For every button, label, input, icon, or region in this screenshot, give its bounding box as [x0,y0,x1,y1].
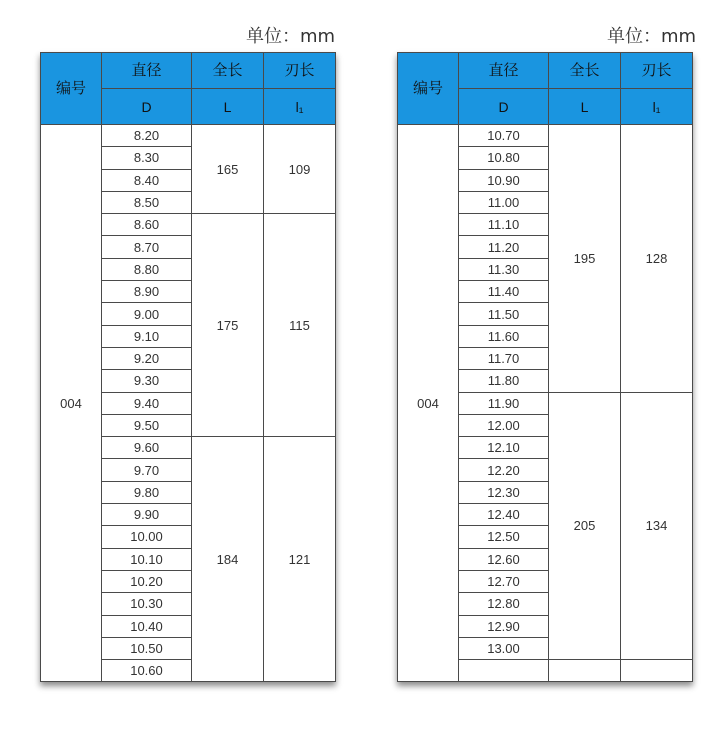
diameter-cell: 11.60 [459,325,549,347]
diameter-cell: 9.60 [102,437,192,459]
diameter-cell: 10.50 [102,637,192,659]
spec-table [397,52,693,682]
diameter-cell: 9.50 [102,414,192,436]
diameter-cell: 11.10 [459,214,549,236]
header-total-length-symbol: L [549,89,621,125]
diameter-cell: 10.30 [102,593,192,615]
header-blade-length-symbol: l₁ [621,89,693,125]
header-total-length: 全长 [192,53,264,89]
diameter-cell: 10.20 [102,570,192,592]
diameter-cell: 9.80 [102,481,192,503]
spec-table-panel [397,52,693,682]
diameter-cell [459,660,549,682]
header-code: 编号 [41,53,102,125]
diameter-cell: 12.10 [459,437,549,459]
diameter-cell: 10.90 [459,169,549,191]
diameter-cell: 9.30 [102,370,192,392]
total-length-cell: 175 [192,214,264,437]
diameter-cell: 9.00 [102,303,192,325]
table-row [398,125,693,147]
diameter-cell: 11.30 [459,258,549,280]
diameter-cell: 11.90 [459,392,549,414]
total-length-cell: 195 [549,125,621,393]
diameter-cell: 11.80 [459,370,549,392]
diameter-cell: 8.70 [102,236,192,258]
total-length-cell: 165 [192,125,264,214]
diameter-cell: 8.30 [102,147,192,169]
header-diameter-symbol: D [102,89,192,125]
diameter-cell: 13.00 [459,637,549,659]
diameter-cell: 11.20 [459,236,549,258]
diameter-cell: 10.80 [459,147,549,169]
header-code: 编号 [398,53,459,125]
diameter-cell: 12.30 [459,481,549,503]
total-length-cell: 184 [192,437,264,682]
table-row [41,125,336,147]
total-length-cell: 205 [549,392,621,660]
header-blade-length: 刃长 [264,53,336,89]
diameter-cell: 10.70 [459,125,549,147]
diameter-cell: 12.80 [459,593,549,615]
header-diameter: 直径 [102,53,192,89]
diameter-cell: 11.40 [459,281,549,303]
diameter-cell: 12.50 [459,526,549,548]
blade-length-cell: 115 [264,214,336,437]
diameter-cell: 11.00 [459,191,549,213]
diameter-cell: 12.00 [459,414,549,436]
header-total-length-symbol: L [192,89,264,125]
diameter-cell: 8.40 [102,169,192,191]
diameter-cell: 12.60 [459,548,549,570]
code-cell: 004 [41,125,102,682]
diameter-cell: 10.00 [102,526,192,548]
total-length-cell [549,660,621,682]
spec-table-panel [40,52,336,682]
diameter-cell: 8.20 [102,125,192,147]
diameter-cell: 11.70 [459,347,549,369]
header-blade-length: 刃长 [621,53,693,89]
diameter-cell: 10.10 [102,548,192,570]
diameter-cell: 12.70 [459,570,549,592]
blade-length-cell: 121 [264,437,336,682]
diameter-cell: 9.70 [102,459,192,481]
diameter-cell: 11.50 [459,303,549,325]
diameter-cell: 12.40 [459,504,549,526]
unit-label: 单位：mm [246,26,336,47]
header-blade-length-symbol: l₁ [264,89,336,125]
header-diameter: 直径 [459,53,549,89]
blade-length-cell: 134 [621,392,693,660]
code-cell: 004 [398,125,459,682]
diameter-cell: 8.90 [102,281,192,303]
blade-length-cell: 128 [621,125,693,393]
diameter-cell: 9.20 [102,347,192,369]
blade-length-cell [621,660,693,682]
diameter-cell: 8.60 [102,214,192,236]
diameter-cell: 9.10 [102,325,192,347]
diameter-cell: 8.50 [102,191,192,213]
header-diameter-symbol: D [459,89,549,125]
diameter-cell: 12.20 [459,459,549,481]
diameter-cell: 9.90 [102,504,192,526]
blade-length-cell: 109 [264,125,336,214]
diameter-cell: 8.80 [102,258,192,280]
unit-label: 单位：mm [607,26,697,47]
header-total-length: 全长 [549,53,621,89]
diameter-cell: 12.90 [459,615,549,637]
diameter-cell: 10.40 [102,615,192,637]
spec-table [40,52,336,682]
diameter-cell: 9.40 [102,392,192,414]
diameter-cell: 10.60 [102,660,192,682]
